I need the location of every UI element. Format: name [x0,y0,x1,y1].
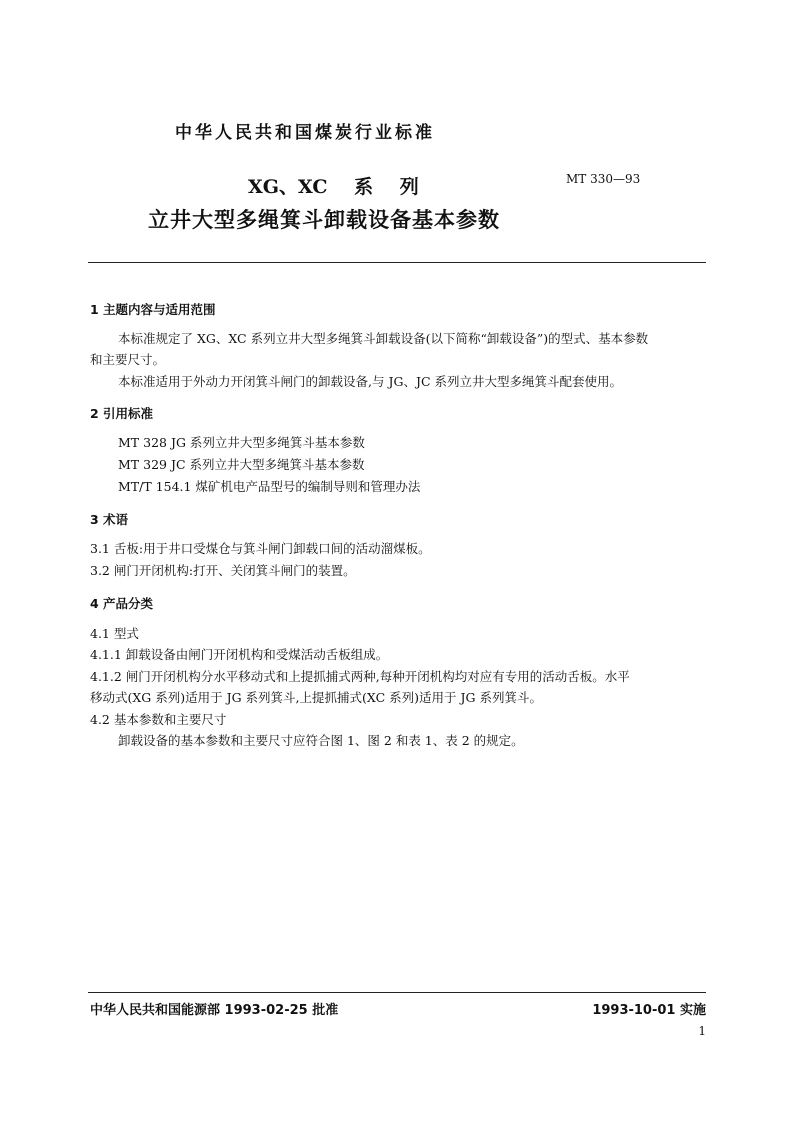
section-3-heading: 3 术语 [90,512,129,527]
clause-4-1-1: 4.1.1 卸载设备由闸门开闭机构和受煤活动舌板组成。 [90,647,389,662]
header-divider [88,262,706,263]
section-4-heading: 4 产品分类 [90,596,154,611]
section-1-paragraph-2: 本标准适用于外动力开闭箕斗闸门的卸载设备,与 JG、JC 系列立井大型多绳箕斗配套使用。 [118,374,622,389]
section-1-heading: 1 主题内容与适用范围 [90,302,216,317]
title-line-2: 立井大型多绳箕斗卸载设备基本参数 [148,207,500,232]
reference-item: MT/T 154.1 煤矿机电产品型号的编制导则和管理办法 [118,479,421,494]
footer-divider [88,992,706,993]
title-line-1: XG、XC 系 列 [248,176,419,198]
effective-date: 1993-10-01 实施 [592,1003,706,1018]
section-1-paragraph-1-cont: 和主要尺寸。 [90,352,166,367]
page-number: 1 [698,1024,706,1038]
term-3-1: 3.1 舌板:用于井口受煤仓与箕斗闸门卸载口间的活动溜煤板。 [90,541,431,556]
section-1-paragraph-1: 本标准规定了 XG、XC 系列立井大型多绳箕斗卸载设备(以下简称“卸载设备”)的型式、基本参数 [118,331,649,346]
reference-item: MT 329 JC 系列立井大型多绳箕斗基本参数 [118,457,365,472]
clause-4-1-2-cont: 移动式(XG 系列)适用于 JG 系列箕斗,上提抓捕式(XC 系列)适用于 JG 系列箕斗。 [90,690,542,705]
clause-4-2-text: 卸载设备的基本参数和主要尺寸应符合图 1、图 2 和表 1、表 2 的规定。 [118,733,524,748]
section-2-heading: 2 引用标准 [90,406,154,421]
standard-code: MT 330—93 [566,172,641,186]
subsection-4-1-heading: 4.1 型式 [90,626,139,641]
term-3-2: 3.2 闸门开闭机构:打开、关闭箕斗闸门的装置。 [90,563,356,578]
approval-note: 中华人民共和国能源部 1993-02-25 批准 [90,1003,339,1018]
subsection-4-2-heading: 4.2 基本参数和主要尺寸 [90,712,227,727]
clause-4-1-2: 4.1.2 闸门开闭机构分水平移动式和上提抓捕式两种,每种开闭机构均对应有专用的活动舌板。水平 [90,669,630,684]
issuing-organization: 中华人民共和国煤炭行业标准 [175,123,435,143]
reference-item: MT 328 JG 系列立井大型多绳箕斗基本参数 [118,435,365,450]
